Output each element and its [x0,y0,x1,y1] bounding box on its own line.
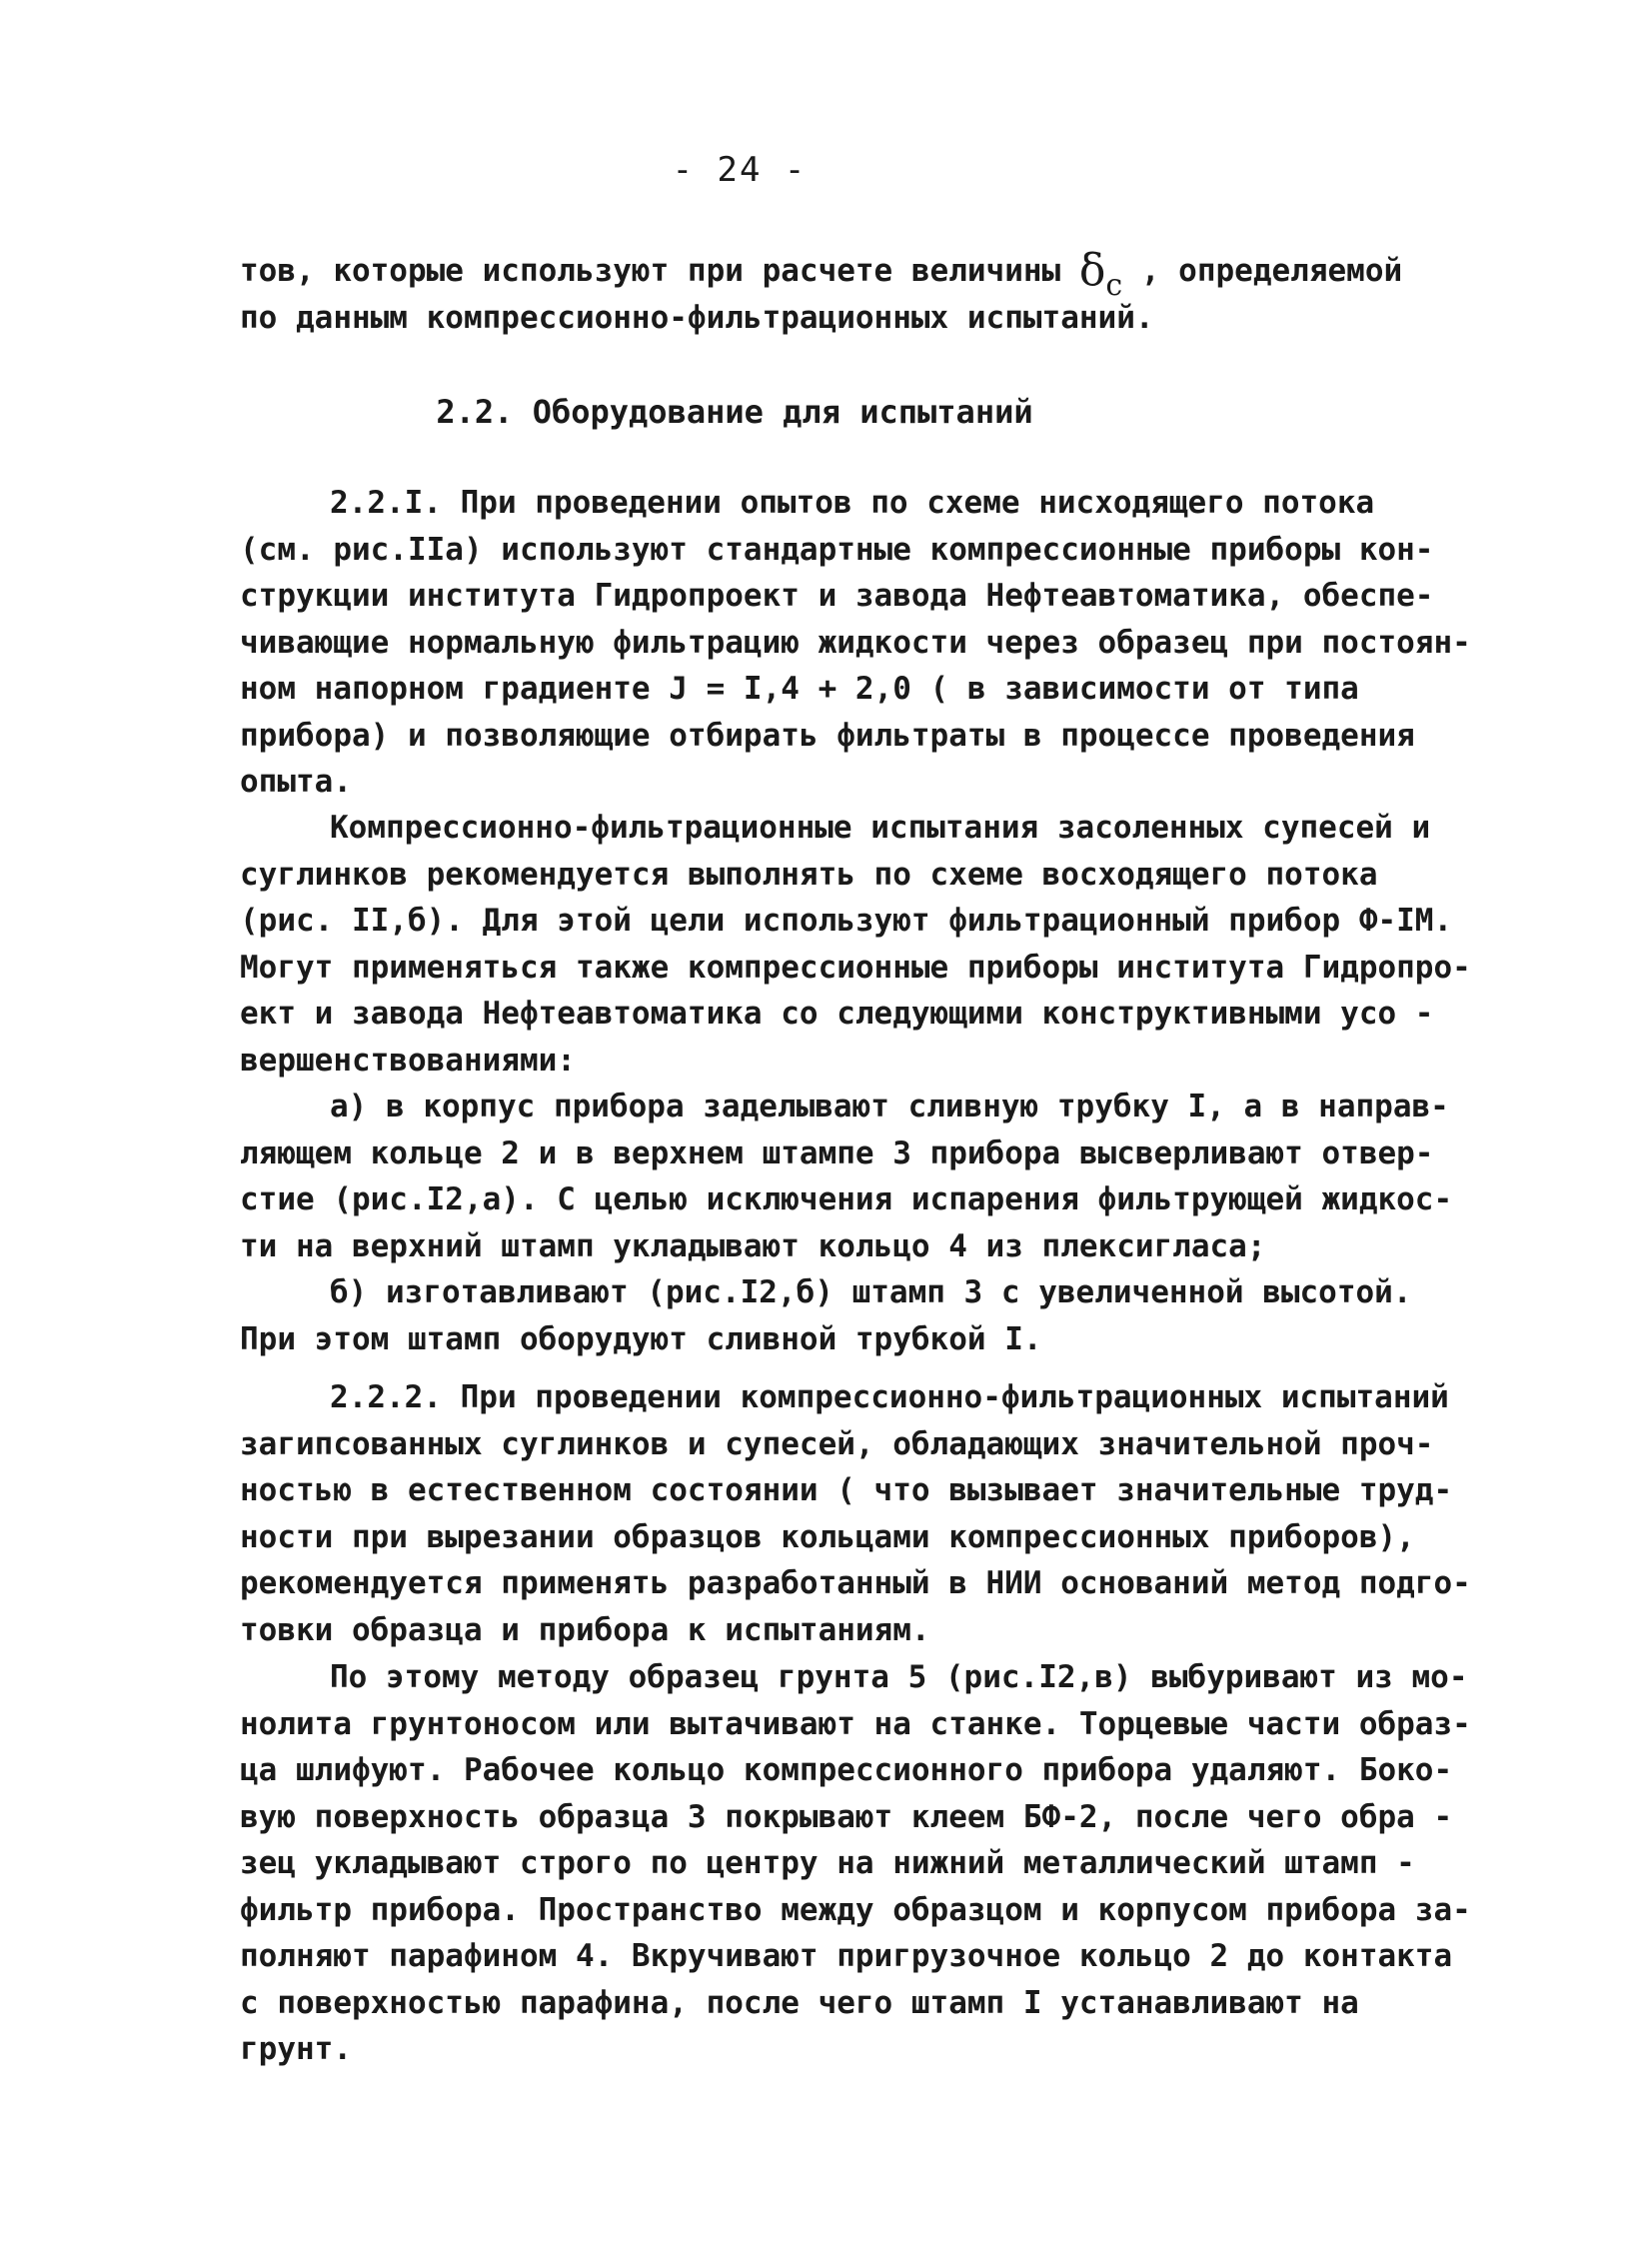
text-line: рекомендуется применять разработанный в НИИ оснований метод подго- [240,1565,1471,1601]
list-item-a [240,1084,1469,1269]
text-line: вую поверхность образца 3 покрывают клеем БФ-2, после чего обра - [240,1798,1453,1835]
paragraph-method [240,1654,1469,2073]
text-line: нолита грунтоносом или вытачивают на станке. Торцевые части образ- [240,1705,1471,1742]
text-line: Могут применяться также компрессионные приборы института Гидропро- [240,949,1471,986]
text-line: ном напорном градиенте J = I,4 + 2,0 ( в зависимости от типа [240,671,1359,707]
text-line: вершенствованиями: [240,1042,576,1079]
text-line: (рис. II,б). Для этой цели используют фильтрационный прибор Ф-IМ. [240,903,1453,939]
intro-line-2: по данным компрессионно-фильтрационных испытаний. [240,299,1154,336]
text-line: ляющем кольце 2 и в верхнем штампе 3 прибора высверливают отвер- [240,1134,1434,1171]
paragraph-upward-flow [240,805,1469,1084]
text-line: грунт. [240,2031,352,2067]
intro-line-1-text: тов, которые используют при расчете величины [240,253,1079,289]
text-line: загипсованных суглинков и супесей, обладающих значительной проч- [240,1425,1434,1462]
intro-line-1-end: , определяемой [1122,253,1403,289]
text-line: суглинков рекомендуется выполнять по схеме восходящего потока [240,856,1378,893]
text-line: (см. рис.IIа) используют стандартные компрессионные приборы кон- [240,531,1434,568]
text-line: зец укладывают строго по центру на нижний металлический штамп - [240,1845,1415,1881]
paragraph-2-2-2 [240,1374,1469,1653]
text-line: ности при вырезании образцов кольцами компрессионных приборов), [240,1518,1415,1555]
intro-paragraph [240,245,1469,341]
text-line: 2.2.I. При проведении опытов по схеме нисходящего потока [330,485,1375,521]
text-line: а) в корпус прибора заделывают сливную трубку I, а в направ- [330,1089,1449,1124]
page-number: - 24 - [672,150,808,190]
text-line: струкции института Гидропроект и завода Нефтеавтоматика, обеспе- [240,578,1434,614]
text-line: с поверхностью парафина, после чего штамп I устанавливают на [240,1984,1359,2021]
delta-subscript: с [1105,267,1123,303]
text-line: ти на верхний штамп укладывают кольцо 4 из плексигласа; [240,1227,1266,1264]
text-line: товки образца и прибора к испытаниям. [240,1611,930,1648]
text-line: опыта. [240,764,352,800]
text-line: ностью в естественном состоянии ( что вызывает значительные труд- [240,1472,1453,1508]
text-line: стие (рис.I2,а). С целью исключения испарения фильтрующей жидкос- [240,1181,1453,1217]
text-line: полняют парафином 4. Вкручивают пригрузочное кольцо 2 до контакта [240,1938,1453,1974]
section-heading: 2.2. Оборудование для испытаний [436,393,1033,431]
text-line: фильтр прибора. Пространство между образцом и корпусом прибора за- [240,1891,1471,1928]
delta-letter: δ [1078,245,1106,296]
text-line: По этому методу образец грунта 5 (рис.I2,в) выбуривают из мо- [330,1659,1468,1695]
text-line: При этом штамп оборудуют сливной трубкой I. [240,1320,1042,1357]
text-line: ект и завода Нефтеавтоматика со следующими конструктивными усо - [240,996,1434,1032]
delta-symbol [1078,245,1123,303]
intro-line-1 [240,245,1469,303]
text-line: ца шлифуют. Рабочее кольцо компрессионного прибора удаляют. Боко- [240,1752,1453,1788]
text-line: чивающие нормальную фильтрацию жидкости через образец при постоян- [240,624,1471,661]
paragraph-2-2-1 [240,480,1469,806]
list-item-b [240,1269,1469,1362]
text-line: 2.2.2. При проведении компрессионно-фильтрационных испытаний [330,1379,1449,1415]
text-line: прибора) и позволяющие отбирать фильтраты в процессе проведения [240,717,1415,754]
text-line: Компрессионно-фильтрационные испытания засоленных супесей и [330,810,1431,846]
text-line: б) изготавливают (рис.I2,б) штамп 3 с увеличенной высотой. [330,1274,1412,1310]
